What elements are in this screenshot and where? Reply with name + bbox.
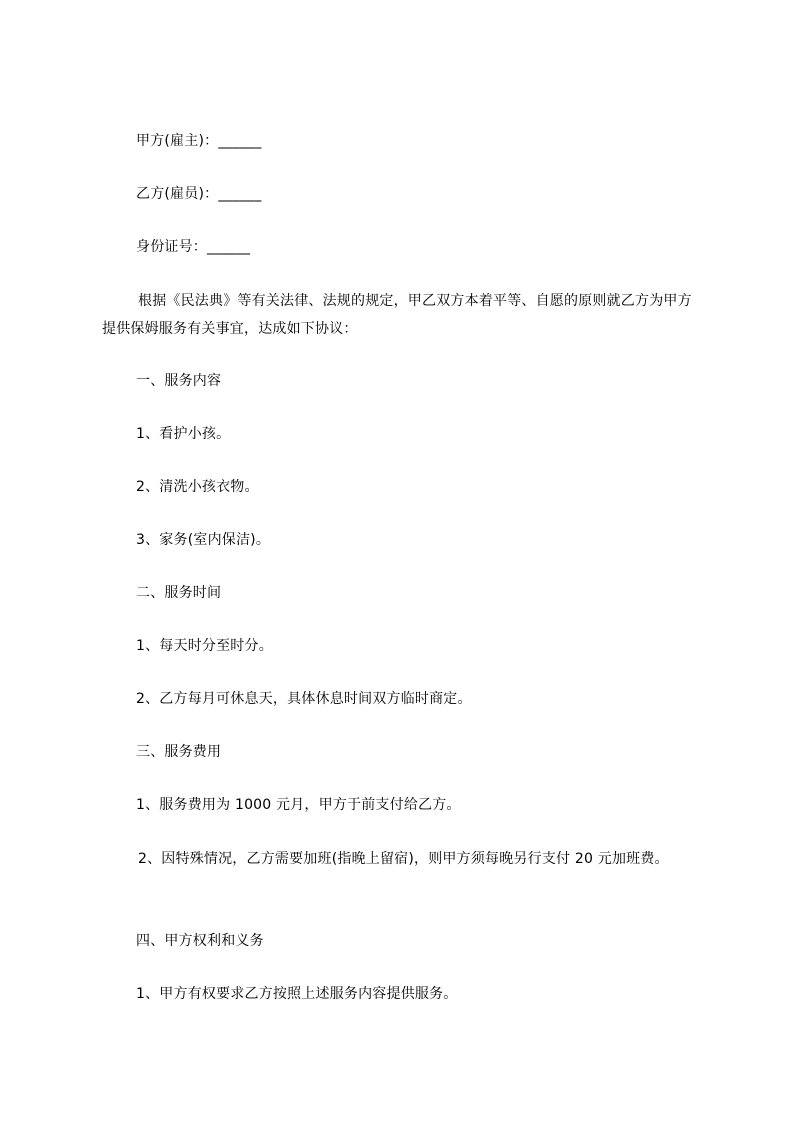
list-item: 2、乙方每月可休息天，具体休息时间双方临时商定。: [136, 691, 472, 707]
list-item: 3、家务(室内保洁)。: [136, 532, 271, 548]
list-item: 1、看护小孩。: [136, 426, 231, 442]
section-heading-service-time: 二、服务时间: [136, 585, 222, 601]
id-number-line: 身份证号：______: [136, 239, 251, 255]
list-item: 2、清洗小孩衣物。: [136, 479, 259, 495]
intro-paragraph: 根据《民法典》等有关法律、法规的规定，甲乙双方本着平等、自愿的原则就乙方为甲方提供保姆服务有关事宜，达成如下协议：: [102, 293, 692, 337]
section-heading-service-fee: 三、服务费用: [136, 744, 222, 760]
list-item: 2、因特殊情况，乙方需要加班(指晚上留宿)，则甲方须每晚另行支付 20 元加班费。: [138, 851, 669, 867]
list-item: 1、甲方有权要求乙方按照上述服务内容提供服务。: [136, 986, 458, 1002]
party-b-line: 乙方(雇员)：______: [136, 186, 262, 202]
list-item: 1、服务费用为 1000 元月，甲方于前支付给乙方。: [136, 797, 461, 813]
section-heading-service-content: 一、服务内容: [136, 373, 222, 389]
section-heading-party-a-rights: 四、甲方权利和义务: [136, 933, 264, 949]
party-a-line: 甲方(雇主)：______: [136, 133, 262, 149]
list-item: 1、每天时分至时分。: [136, 638, 273, 654]
